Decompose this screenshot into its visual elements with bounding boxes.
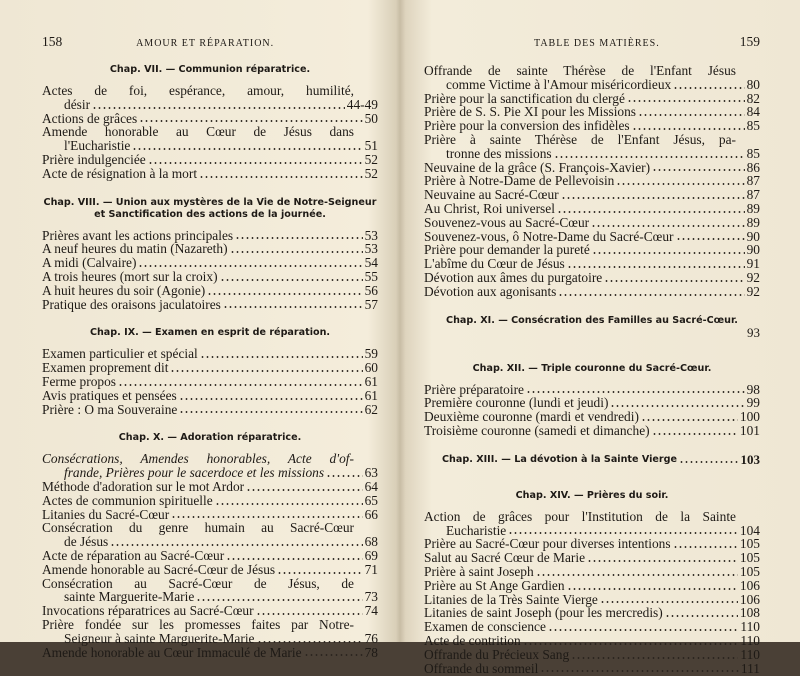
toc-entry-line: Amende honorable au Cœur de Jésus dans bbox=[42, 124, 354, 140]
toc-list bbox=[424, 64, 760, 299]
toc-page-ref: 99 bbox=[746, 395, 760, 411]
toc-entry-line: Examen proprement dit 60 bbox=[42, 360, 378, 376]
toc-page-ref: 64 bbox=[364, 478, 378, 494]
toc-page-ref: 110 bbox=[740, 632, 760, 648]
toc-entry-line: sainte Marguerite-Marie 73 bbox=[64, 589, 378, 605]
toc-page-ref: 86 bbox=[746, 159, 760, 175]
toc-page-ref: 62 bbox=[364, 401, 378, 417]
toc-entry-line: Eucharistie 104 bbox=[446, 522, 760, 538]
toc-entry-line: L'abîme du Cœur de Jésus 91 bbox=[424, 256, 760, 272]
toc-entry-line: Au Christ, Roi universel 89 bbox=[424, 200, 760, 216]
chapter-heading: Chap. X. — Adoration réparatrice. bbox=[118, 432, 302, 444]
toc-list bbox=[42, 229, 378, 312]
toc-entry-line: Prière à saint Joseph 105 bbox=[424, 563, 760, 579]
toc-page-ref: 76 bbox=[364, 630, 378, 646]
toc-page-ref: 90 bbox=[746, 242, 760, 258]
toc-page-ref: 61 bbox=[364, 387, 378, 403]
toc-entry-line: Prière : O ma Souveraine 62 bbox=[42, 401, 378, 417]
toc-entry-line: Première couronne (lundi et jeudi) 99 bbox=[424, 395, 760, 411]
toc-entry-line: A huit heures du soir (Agonie) 56 bbox=[42, 282, 378, 298]
toc-entry-line: frande, Prières pour le sacerdoce et les missions 63 bbox=[64, 465, 378, 481]
toc-entry-line: Neuvaine de la grâce (S. François-Xavier) 86 bbox=[424, 159, 760, 175]
toc-entry-line: Souvenez-vous au Sacré-Cœur 89 bbox=[424, 214, 760, 230]
left-contents bbox=[42, 64, 378, 659]
toc-page-ref: 78 bbox=[364, 644, 378, 660]
toc-page-ref: 110 bbox=[740, 619, 760, 635]
toc-entry-line: Prière à sainte Thérèse de l'Enfant Jésus, pa- bbox=[424, 131, 736, 147]
toc-page-ref: 68 bbox=[364, 534, 378, 550]
toc-page-ref: 52 bbox=[364, 165, 378, 181]
page-number: 159 bbox=[739, 34, 760, 49]
toc-page-ref: 105 bbox=[739, 550, 760, 566]
chapter-heading: Chap. XIV. — Prières du soir. bbox=[515, 489, 669, 501]
toc-page-ref: 44-49 bbox=[346, 96, 378, 112]
toc-entry-line: Deuxième couronne (mardi et vendredi) 100 bbox=[424, 409, 760, 425]
toc-page-ref: 84 bbox=[746, 104, 760, 120]
chapter-heading: Chap. XII. — Triple couronne du Sacré-Cœur. bbox=[472, 362, 712, 374]
toc-page-ref: 66 bbox=[364, 506, 378, 522]
toc-entry-line: Actions de grâces 50 bbox=[42, 110, 378, 126]
toc-list bbox=[424, 510, 760, 676]
toc-page-ref: 69 bbox=[364, 547, 378, 563]
toc-entry-line: Prière préparatoire 98 bbox=[424, 381, 760, 397]
toc-page-ref: 53 bbox=[364, 241, 378, 257]
toc-entry-line: Offrande de sainte Thérèse de l'Enfant Jésus bbox=[424, 63, 736, 78]
toc-page-ref: 57 bbox=[364, 296, 378, 312]
running-title: TABLE DES MATIÈRES. bbox=[534, 38, 660, 49]
toc-page-ref: 50 bbox=[364, 110, 378, 126]
toc-entry-line: Examen de conscience 110 bbox=[424, 619, 760, 635]
toc-list bbox=[42, 347, 378, 416]
toc-page-ref: 87 bbox=[746, 187, 760, 203]
toc-page-ref: 106 bbox=[739, 577, 760, 593]
toc-entry-line: Salut au Sacré Cœur de Marie 105 bbox=[424, 550, 760, 566]
toc-page-ref: 101 bbox=[739, 422, 760, 438]
left-page bbox=[0, 0, 400, 660]
toc-entry-line: Offrande du Précieux Sang 110 bbox=[424, 646, 760, 662]
toc-entry-line: A midi (Calvaire) 54 bbox=[42, 255, 378, 271]
toc-page-ref: 100 bbox=[739, 409, 760, 425]
toc-entry-line: Consécration au Sacré-Cœur de Jésus, de bbox=[42, 575, 354, 591]
toc-page-ref: 61 bbox=[364, 373, 378, 389]
toc-page-ref: 54 bbox=[364, 255, 378, 271]
toc-entry-line: Avis pratiques et pensées 61 bbox=[42, 387, 378, 403]
running-title: AMOUR ET RÉPARATION. bbox=[136, 38, 275, 49]
toc-entry-line: Prière de S. S. Pie XI pour les Missions 84 bbox=[424, 104, 760, 120]
chapter-heading: Chap. XIII. — La dévotion à la Sainte Vierge 103 bbox=[442, 451, 760, 467]
toc-entry-line: Action de grâces pour l'Institution de la Sainte bbox=[424, 508, 736, 524]
toc-entry-line: Troisième couronne (samedi et dimanche) 101 bbox=[424, 422, 760, 438]
toc-entry-line: désir 44-49 bbox=[64, 96, 378, 112]
toc-entry-line: Offrande du sommeil 111 bbox=[424, 660, 760, 676]
toc-page-ref: 74 bbox=[364, 603, 378, 619]
toc-page-ref: 73 bbox=[364, 589, 378, 605]
toc-page-ref: 59 bbox=[364, 346, 378, 362]
toc-page-ref: 80 bbox=[746, 76, 760, 92]
toc-entry-line: comme Victime à l'Amour miséricordieux 80 bbox=[446, 76, 760, 92]
toc-page-ref: 106 bbox=[739, 591, 760, 607]
toc-entry-line: Actes de communion spirituelle 65 bbox=[42, 492, 378, 508]
toc-entry-line: Actes de foi, espérance, amour, humilité, bbox=[42, 83, 354, 98]
toc-page-ref: 105 bbox=[739, 536, 760, 552]
toc-entry-line: Dévotion aux âmes du purgatoire 92 bbox=[424, 269, 760, 285]
toc-entry-line: Seigneur à sainte Marguerite-Marie 76 bbox=[64, 630, 378, 646]
toc-page-ref: 56 bbox=[364, 282, 378, 298]
toc-page-ref: 87 bbox=[746, 173, 760, 189]
toc-entry-line: Consécration du genre humain au Sacré-Cœur bbox=[42, 520, 354, 536]
toc-entry-line: Prière fondée sur les promesses faites par Notre- bbox=[42, 616, 354, 632]
toc-entry-line: Examen particulier et spécial 59 bbox=[42, 346, 378, 362]
toc-entry-line: Prière pour la conversion des infidèles 85 bbox=[424, 118, 760, 134]
toc-page-ref: 98 bbox=[746, 381, 760, 397]
toc-entry-line: Ferme propos 61 bbox=[42, 373, 378, 389]
toc-page-ref: 105 bbox=[739, 563, 760, 579]
toc-list bbox=[42, 452, 378, 659]
toc-entry-line: Dévotion aux agonisants 92 bbox=[424, 283, 760, 299]
toc-entry-line: Acte de résignation à la mort 52 bbox=[42, 165, 378, 181]
toc-entry-line: Prière pour la sanctification du clergé 82 bbox=[424, 90, 760, 106]
toc-entry-line: Consécrations, Amendes honorables, Acte d'of- bbox=[42, 451, 354, 467]
toc-entry-line: Amende honorable au Cœur Immaculé de Marie 78 bbox=[42, 644, 378, 660]
toc-entry-line: Litanies de saint Joseph (pour les mercredis) 108 bbox=[424, 605, 760, 621]
toc-page-ref: 53 bbox=[364, 227, 378, 243]
toc-list bbox=[42, 84, 378, 181]
right-contents bbox=[424, 64, 760, 675]
toc-page-ref: 92 bbox=[746, 283, 760, 299]
chapter-heading: Chap. XI. — Consécration des Familles au Sacré-Cœur. 93 bbox=[446, 314, 760, 340]
toc-entry-line: Méthode d'adoration sur le mot Ardor 64 bbox=[42, 478, 378, 494]
right-running-head bbox=[424, 34, 760, 56]
toc-page-ref: 52 bbox=[364, 151, 378, 167]
toc-page-ref: 85 bbox=[746, 145, 760, 161]
toc-entry-line: l'Eucharistie 51 bbox=[64, 138, 378, 154]
toc-entry-line: Invocations réparatrices au Sacré-Cœur 74 bbox=[42, 603, 378, 619]
page-number: 158 bbox=[42, 34, 63, 49]
toc-page-ref: 104 bbox=[739, 522, 760, 538]
toc-page-ref: 63 bbox=[364, 465, 378, 481]
toc-page-ref: 91 bbox=[746, 256, 760, 272]
chapter-heading: Chap. IX. — Examen en esprit de réparation. bbox=[89, 327, 331, 339]
toc-page-ref: 89 bbox=[746, 200, 760, 216]
toc-entry-line: Prière indulgenciée 52 bbox=[42, 151, 378, 167]
toc-entry-line: Prière au St Ange Gardien 106 bbox=[424, 577, 760, 593]
right-page bbox=[400, 0, 800, 676]
toc-page-ref: 71 bbox=[364, 561, 378, 577]
toc-entry-line: Souvenez-vous, ô Notre-Dame du Sacré-Cœur 90 bbox=[424, 228, 760, 244]
toc-entry-line: Acte de contrition 110 bbox=[424, 632, 760, 648]
toc-entry-line: Prière pour demander la pureté 90 bbox=[424, 242, 760, 258]
toc-entry-line: Prière au Sacré-Cœur pour diverses intentions 105 bbox=[424, 536, 760, 552]
toc-page-ref: 55 bbox=[364, 268, 378, 284]
toc-entry-line: Acte de réparation au Sacré-Cœur 69 bbox=[42, 547, 378, 563]
toc-entry-line: Amende honorable au Sacré-Cœur de Jésus 71 bbox=[42, 561, 378, 577]
toc-page-ref: 60 bbox=[364, 360, 378, 376]
toc-page-ref: 92 bbox=[746, 269, 760, 285]
toc-page-ref: 89 bbox=[746, 214, 760, 230]
toc-page-ref: 111 bbox=[740, 660, 760, 676]
toc-entry-line: A neuf heures du matin (Nazareth) 53 bbox=[42, 241, 378, 257]
toc-page-ref: 51 bbox=[364, 138, 378, 154]
toc-page-ref: 108 bbox=[739, 605, 760, 621]
toc-page-ref: 85 bbox=[746, 118, 760, 134]
toc-entry-line: A trois heures (mort sur la croix) 55 bbox=[42, 268, 378, 284]
toc-entry-line: de Jésus 68 bbox=[64, 534, 378, 550]
toc-page-ref: 90 bbox=[746, 228, 760, 244]
toc-entry-line: Prière à Notre-Dame de Pellevoisin 87 bbox=[424, 173, 760, 189]
toc-entry-line: Pratique des oraisons jaculatoires 57 bbox=[42, 296, 378, 312]
toc-entry-line: Prières avant les actions principales 53 bbox=[42, 227, 378, 243]
toc-page-ref: 82 bbox=[746, 90, 760, 106]
toc-entry-line: Neuvaine au Sacré-Cœur 87 bbox=[424, 187, 760, 203]
toc-page-ref: 65 bbox=[364, 492, 378, 508]
toc-page-ref: 110 bbox=[740, 646, 760, 662]
left-running-head bbox=[42, 34, 378, 56]
toc-entry-line: Litanies de la Très Sainte Vierge 106 bbox=[424, 591, 760, 607]
toc-entry-line: Litanies du Sacré-Cœur 66 bbox=[42, 506, 378, 522]
toc-entry-line: tronne des missions 85 bbox=[446, 145, 760, 161]
chapter-heading: Chap. VIII. — Union aux mystères de la Vie de Notre-Seigneur et Sanctification des actions de la journée. bbox=[43, 196, 377, 220]
chapter-heading: Chap. VII. — Communion réparatrice. bbox=[109, 64, 311, 75]
toc-list bbox=[424, 383, 760, 438]
